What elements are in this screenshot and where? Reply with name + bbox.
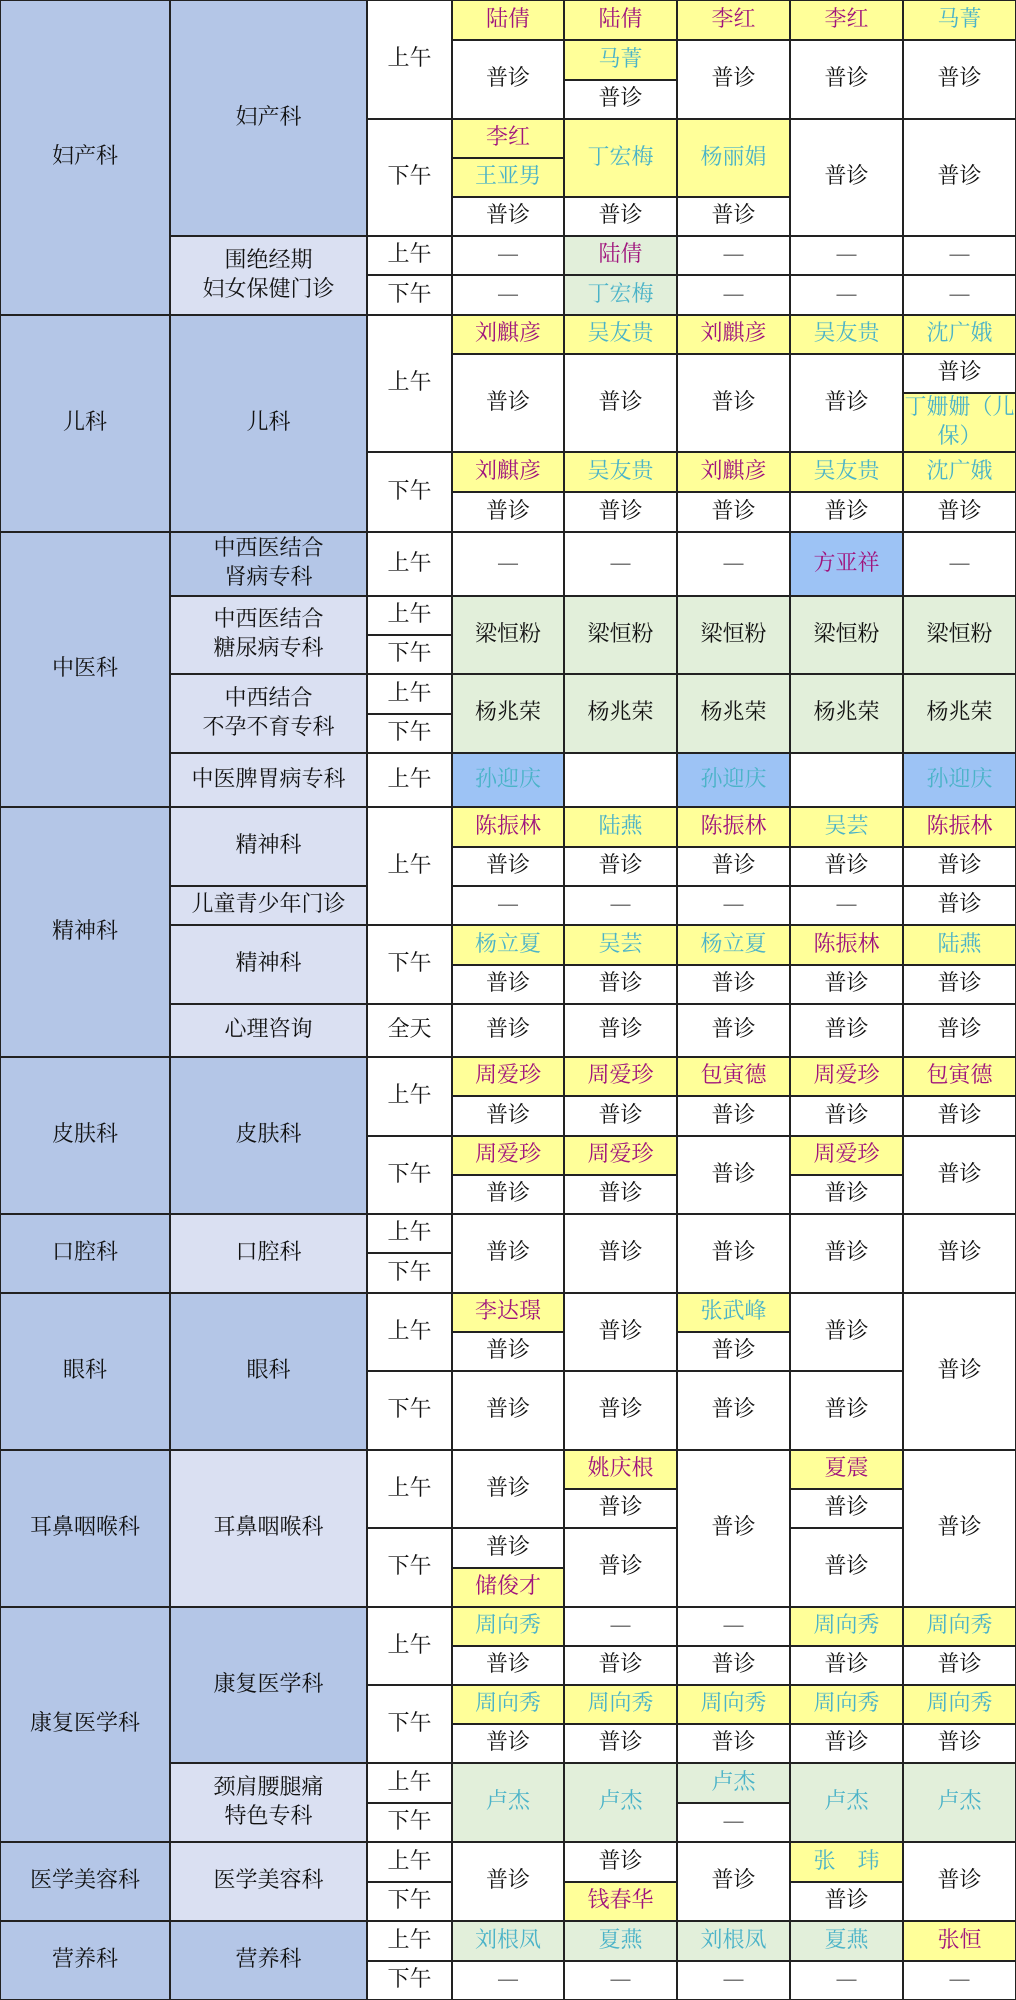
no-clinic-cell: — <box>790 236 903 275</box>
doctor-name-cell: 夏燕 <box>564 1921 677 1961</box>
subdepartment-name: 精神科 <box>170 807 367 886</box>
doctor-name-cell: 沈广娥 <box>903 315 1016 354</box>
doctor-name-cell: 吴芸 <box>564 925 677 965</box>
time-slot-label: 全天 <box>367 1004 452 1057</box>
doctor-name-cell: 夏燕 <box>790 1921 903 1961</box>
doctor-name-cell: 卢杰 <box>452 1763 564 1842</box>
doctor-name-cell: 陆燕 <box>903 925 1016 965</box>
doctor-name-cell: 姚庆根 <box>564 1450 677 1489</box>
doctor-name-cell: 陈振林 <box>677 807 790 847</box>
general-clinic-cell: 普诊 <box>790 1646 903 1685</box>
doctor-name-cell: 陈振林 <box>452 807 564 847</box>
doctor-name-cell: 周向秀 <box>790 1607 903 1646</box>
general-clinic-cell: 普诊 <box>903 1293 1016 1450</box>
general-clinic-cell: 普诊 <box>903 492 1016 532</box>
subdepartment-name: 康复医学科 <box>170 1607 367 1763</box>
doctor-name-cell: 张 玮 <box>790 1842 903 1882</box>
doctor-name-cell: 卢杰 <box>790 1763 903 1842</box>
general-clinic-cell: 普诊 <box>903 119 1016 236</box>
general-clinic-cell: 普诊 <box>903 886 1016 925</box>
general-clinic-cell: 普诊 <box>452 1371 564 1450</box>
general-clinic-cell: 普诊 <box>564 1096 677 1136</box>
department-name: 精神科 <box>0 807 170 1057</box>
department-name: 儿科 <box>0 315 170 532</box>
doctor-name-cell: 梁恒粉 <box>564 596 677 674</box>
department-name: 皮肤科 <box>0 1057 170 1214</box>
doctor-name-cell: 陆倩 <box>452 0 564 40</box>
general-clinic-cell: 普诊 <box>903 1096 1016 1136</box>
general-clinic-cell: 普诊 <box>790 1293 903 1371</box>
no-clinic-cell: — <box>677 1961 790 2000</box>
doctor-name-cell: 周爱珍 <box>452 1057 564 1096</box>
doctor-name-cell: 丁宏梅 <box>564 275 677 315</box>
doctor-name-cell: 周向秀 <box>452 1607 564 1646</box>
general-clinic-cell: 普诊 <box>790 965 903 1004</box>
doctor-name-cell: 周向秀 <box>903 1607 1016 1646</box>
subdepartment-name: 耳鼻咽喉科 <box>170 1450 367 1607</box>
general-clinic-cell: 普诊 <box>677 1004 790 1057</box>
doctor-name-cell: 丁宏梅 <box>564 119 677 197</box>
no-clinic-cell: — <box>452 532 564 596</box>
doctor-name-cell: 陈振林 <box>903 807 1016 847</box>
general-clinic-cell: 普诊 <box>677 1371 790 1450</box>
time-slot-label: 下午 <box>367 1528 452 1607</box>
doctor-name-cell: 刘根凤 <box>677 1921 790 1961</box>
general-clinic-cell: 普诊 <box>564 354 677 452</box>
doctor-name-cell: 孙迎庆 <box>452 753 564 807</box>
subdepartment-name: 围绝经期 妇女保健门诊 <box>170 236 367 315</box>
doctor-name-cell: 杨兆荣 <box>790 674 903 753</box>
department-name: 眼科 <box>0 1293 170 1450</box>
empty-cell <box>564 753 677 807</box>
department-name: 口腔科 <box>0 1214 170 1293</box>
department-name: 医学美容科 <box>0 1842 170 1921</box>
department-name: 妇产科 <box>0 0 170 315</box>
department-name: 营养科 <box>0 1921 170 2000</box>
general-clinic-cell: 普诊 <box>790 119 903 236</box>
general-clinic-cell: 普诊 <box>677 1214 790 1293</box>
doctor-name-cell: 吴友贵 <box>564 315 677 354</box>
subdepartment-name: 心理咨询 <box>170 1004 367 1057</box>
doctor-name-cell: 马菁 <box>903 0 1016 40</box>
general-clinic-cell: 普诊 <box>564 1293 677 1371</box>
no-clinic-cell: — <box>903 532 1016 596</box>
doctor-name-cell: 周爱珍 <box>790 1057 903 1096</box>
general-clinic-cell: 普诊 <box>677 1332 790 1371</box>
general-clinic-cell: 普诊 <box>903 1136 1016 1214</box>
subdepartment-name: 口腔科 <box>170 1214 367 1293</box>
general-clinic-cell: 普诊 <box>677 1842 790 1921</box>
doctor-name-cell: 卢杰 <box>564 1763 677 1842</box>
general-clinic-cell: 普诊 <box>903 1214 1016 1293</box>
general-clinic-cell: 普诊 <box>452 1175 564 1214</box>
doctor-name-cell: 周向秀 <box>790 1685 903 1724</box>
doctor-name-cell: 周爱珍 <box>564 1057 677 1096</box>
general-clinic-cell: 普诊 <box>564 1214 677 1293</box>
time-slot-label: 下午 <box>367 1253 452 1293</box>
doctor-name-cell: 杨兆荣 <box>452 674 564 753</box>
general-clinic-cell: 普诊 <box>903 1646 1016 1685</box>
no-clinic-cell: — <box>677 532 790 596</box>
doctor-name-cell: 储俊才 <box>452 1568 564 1607</box>
general-clinic-cell: 普诊 <box>677 1096 790 1136</box>
subdepartment-name: 妇产科 <box>170 0 367 236</box>
doctor-name-cell: 梁恒粉 <box>903 596 1016 674</box>
no-clinic-cell: — <box>452 275 564 315</box>
general-clinic-cell: 普诊 <box>790 847 903 886</box>
time-slot-label: 上午 <box>367 596 452 635</box>
no-clinic-cell: — <box>564 1961 677 2000</box>
general-clinic-cell: 普诊 <box>790 1175 903 1214</box>
doctor-name-cell: 王亚男 <box>452 158 564 197</box>
subdepartment-name: 儿科 <box>170 315 367 532</box>
doctor-name-cell: 周爱珍 <box>564 1136 677 1175</box>
general-clinic-cell: 普诊 <box>452 1332 564 1371</box>
doctor-name-cell: 陆倩 <box>564 0 677 40</box>
doctor-name-cell: 吴友贵 <box>790 315 903 354</box>
doctor-name-cell: 夏震 <box>790 1450 903 1489</box>
general-clinic-cell: 普诊 <box>790 1882 903 1921</box>
doctor-name-cell: 孙迎庆 <box>677 753 790 807</box>
empty-cell <box>790 753 903 807</box>
time-slot-label: 下午 <box>367 1803 452 1842</box>
time-slot-label: 下午 <box>367 1136 452 1214</box>
no-clinic-cell: — <box>903 275 1016 315</box>
general-clinic-cell: 普诊 <box>564 1528 677 1607</box>
doctor-name-cell: 包寅德 <box>677 1057 790 1096</box>
general-clinic-cell: 普诊 <box>452 1214 564 1293</box>
time-slot-label: 下午 <box>367 635 452 674</box>
general-clinic-cell: 普诊 <box>677 492 790 532</box>
doctor-name-cell: 杨立夏 <box>677 925 790 965</box>
time-slot-label: 上午 <box>367 236 452 275</box>
general-clinic-cell: 普诊 <box>452 492 564 532</box>
time-slot-label: 下午 <box>367 275 452 315</box>
subdepartment-name: 儿童青少年门诊 <box>170 886 367 925</box>
subdepartment-name: 眼科 <box>170 1293 367 1450</box>
doctor-name-cell: 周向秀 <box>677 1685 790 1724</box>
general-clinic-cell: 普诊 <box>452 1724 564 1763</box>
doctor-name-cell: 杨丽娟 <box>677 119 790 197</box>
doctor-name-cell: 刘麒彦 <box>677 452 790 492</box>
general-clinic-cell: 普诊 <box>564 965 677 1004</box>
time-slot-label: 上午 <box>367 1214 452 1253</box>
general-clinic-cell: 普诊 <box>452 1842 564 1921</box>
doctor-name-cell: 周爱珍 <box>452 1136 564 1175</box>
subdepartment-name: 中西医结合 肾病专科 <box>170 532 367 596</box>
general-clinic-cell: 普诊 <box>564 1724 677 1763</box>
no-clinic-cell: — <box>564 532 677 596</box>
no-clinic-cell: — <box>452 236 564 275</box>
general-clinic-cell: 普诊 <box>452 354 564 452</box>
time-slot-label: 上午 <box>367 1057 452 1136</box>
doctor-name-cell: 杨兆荣 <box>564 674 677 753</box>
doctor-name-cell: 周向秀 <box>564 1685 677 1724</box>
doctor-name-cell: 吴友贵 <box>564 452 677 492</box>
general-clinic-cell: 普诊 <box>564 1842 677 1882</box>
general-clinic-cell: 普诊 <box>564 1489 677 1528</box>
general-clinic-cell: 普诊 <box>564 1371 677 1450</box>
general-clinic-cell: 普诊 <box>790 1004 903 1057</box>
time-slot-label: 上午 <box>367 1607 452 1685</box>
doctor-name-cell: 梁恒粉 <box>790 596 903 674</box>
general-clinic-cell: 普诊 <box>790 1371 903 1450</box>
time-slot-label: 下午 <box>367 1371 452 1450</box>
time-slot-label: 下午 <box>367 925 452 1004</box>
general-clinic-cell: 普诊 <box>903 847 1016 886</box>
doctor-name-cell: 陆倩 <box>564 236 677 275</box>
no-clinic-cell: — <box>677 1607 790 1646</box>
doctor-name-cell: 孙迎庆 <box>903 753 1016 807</box>
no-clinic-cell: — <box>452 886 564 925</box>
doctor-name-cell: 张恒 <box>903 1921 1016 1961</box>
doctor-name-cell: 李红 <box>790 0 903 40</box>
general-clinic-cell: 普诊 <box>677 1724 790 1763</box>
time-slot-label: 下午 <box>367 714 452 753</box>
general-clinic-cell: 普诊 <box>790 1724 903 1763</box>
general-clinic-cell: 普诊 <box>564 1646 677 1685</box>
time-slot-label: 上午 <box>367 674 452 714</box>
doctor-name-cell: 马菁 <box>564 40 677 80</box>
general-clinic-cell: 普诊 <box>452 1528 564 1568</box>
doctor-name-cell: 梁恒粉 <box>677 596 790 674</box>
general-clinic-cell: 普诊 <box>677 1646 790 1685</box>
general-clinic-cell: 普诊 <box>903 965 1016 1004</box>
general-clinic-cell: 普诊 <box>790 1096 903 1136</box>
doctor-name-cell: 钱春华 <box>564 1882 677 1921</box>
general-clinic-cell: 普诊 <box>564 80 677 119</box>
subdepartment-name: 中医脾胃病专科 <box>170 753 367 807</box>
time-slot-label: 下午 <box>367 452 452 532</box>
general-clinic-cell: 普诊 <box>790 1214 903 1293</box>
general-clinic-cell: 普诊 <box>903 1842 1016 1921</box>
time-slot-label: 上午 <box>367 1842 452 1882</box>
doctor-name-cell: 张武峰 <box>677 1293 790 1332</box>
time-slot-label: 上午 <box>367 753 452 807</box>
time-slot-label: 上午 <box>367 1450 452 1528</box>
general-clinic-cell: 普诊 <box>452 197 564 236</box>
general-clinic-cell: 普诊 <box>452 847 564 886</box>
general-clinic-cell: 普诊 <box>677 1136 790 1214</box>
general-clinic-cell: 普诊 <box>452 40 564 119</box>
general-clinic-cell: 普诊 <box>452 1004 564 1057</box>
general-clinic-cell: 普诊 <box>790 354 903 452</box>
doctor-name-cell: 卢杰 <box>903 1763 1016 1842</box>
general-clinic-cell: 普诊 <box>564 1004 677 1057</box>
general-clinic-cell: 普诊 <box>677 847 790 886</box>
general-clinic-cell: 普诊 <box>452 1450 564 1528</box>
doctor-name-cell: 丁姗姗（儿保） <box>903 393 1016 452</box>
general-clinic-cell: 普诊 <box>903 1004 1016 1057</box>
general-clinic-cell: 普诊 <box>677 965 790 1004</box>
doctor-name-cell: 李红 <box>677 0 790 40</box>
subdepartment-name: 医学美容科 <box>170 1842 367 1921</box>
general-clinic-cell: 普诊 <box>564 197 677 236</box>
doctor-name-cell: 李红 <box>452 119 564 158</box>
doctor-name-cell: 李达璟 <box>452 1293 564 1332</box>
general-clinic-cell: 普诊 <box>790 40 903 119</box>
subdepartment-name: 颈肩腰腿痛 特色专科 <box>170 1763 367 1842</box>
time-slot-label: 下午 <box>367 1961 452 2000</box>
doctor-name-cell: 刘根凤 <box>452 1921 564 1961</box>
time-slot-label: 上午 <box>367 1921 452 1961</box>
time-slot-label: 上午 <box>367 1293 452 1371</box>
no-clinic-cell: — <box>677 236 790 275</box>
doctor-name-cell: 刘麒彦 <box>452 315 564 354</box>
doctor-name-cell: 包寅德 <box>903 1057 1016 1096</box>
no-clinic-cell: — <box>564 886 677 925</box>
doctor-name-cell: 沈广娥 <box>903 452 1016 492</box>
doctor-name-cell: 杨兆荣 <box>903 674 1016 753</box>
subdepartment-name: 中西结合 不孕不育专科 <box>170 674 367 753</box>
department-name: 中医科 <box>0 532 170 807</box>
general-clinic-cell: 普诊 <box>903 40 1016 119</box>
doctor-name-cell: 周爱珍 <box>790 1136 903 1175</box>
no-clinic-cell: — <box>790 1961 903 2000</box>
time-slot-label: 上午 <box>367 0 452 119</box>
doctor-name-cell: 梁恒粉 <box>452 596 564 674</box>
general-clinic-cell: 普诊 <box>677 354 790 452</box>
general-clinic-cell: 普诊 <box>677 197 790 236</box>
time-slot-label: 上午 <box>367 315 452 452</box>
doctor-name-cell: 周向秀 <box>903 1685 1016 1724</box>
doctor-name-cell: 刘麒彦 <box>677 315 790 354</box>
subdepartment-name: 精神科 <box>170 925 367 1004</box>
general-clinic-cell: 普诊 <box>790 1528 903 1607</box>
subdepartment-name: 皮肤科 <box>170 1057 367 1214</box>
doctor-name-cell: 卢杰 <box>677 1763 790 1803</box>
time-slot-label: 下午 <box>367 1882 452 1921</box>
general-clinic-cell: 普诊 <box>564 1175 677 1214</box>
department-name: 康复医学科 <box>0 1607 170 1842</box>
general-clinic-cell: 普诊 <box>452 965 564 1004</box>
time-slot-label: 下午 <box>367 1685 452 1763</box>
doctor-name-cell: 杨兆荣 <box>677 674 790 753</box>
general-clinic-cell: 普诊 <box>564 492 677 532</box>
time-slot-label: 上午 <box>367 532 452 596</box>
general-clinic-cell: 普诊 <box>677 40 790 119</box>
department-name: 耳鼻咽喉科 <box>0 1450 170 1607</box>
doctor-name-cell: 杨立夏 <box>452 925 564 965</box>
no-clinic-cell: — <box>677 275 790 315</box>
subdepartment-name: 营养科 <box>170 1921 367 2000</box>
no-clinic-cell: — <box>903 1961 1016 2000</box>
general-clinic-cell: 普诊 <box>903 354 1016 393</box>
general-clinic-cell: 普诊 <box>903 1450 1016 1607</box>
general-clinic-cell: 普诊 <box>677 1450 790 1607</box>
general-clinic-cell: 普诊 <box>790 1489 903 1528</box>
general-clinic-cell: 普诊 <box>790 492 903 532</box>
doctor-name-cell: 刘麒彦 <box>452 452 564 492</box>
time-slot-label: 上午 <box>367 1763 452 1803</box>
general-clinic-cell: 普诊 <box>452 1646 564 1685</box>
no-clinic-cell: — <box>790 275 903 315</box>
time-slot-label: 上午 <box>367 807 452 925</box>
doctor-name-cell: 吴芸 <box>790 807 903 847</box>
doctor-name-cell: 方亚祥 <box>790 532 903 596</box>
doctor-name-cell: 陈振林 <box>790 925 903 965</box>
no-clinic-cell: — <box>564 1607 677 1646</box>
doctor-name-cell: 周向秀 <box>452 1685 564 1724</box>
general-clinic-cell: 普诊 <box>564 847 677 886</box>
no-clinic-cell: — <box>677 1803 790 1842</box>
general-clinic-cell: 普诊 <box>903 1724 1016 1763</box>
no-clinic-cell: — <box>790 886 903 925</box>
general-clinic-cell: 普诊 <box>452 1096 564 1136</box>
no-clinic-cell: — <box>452 1961 564 2000</box>
no-clinic-cell: — <box>677 886 790 925</box>
subdepartment-name: 中西医结合 糖尿病专科 <box>170 596 367 674</box>
doctor-name-cell: 陆燕 <box>564 807 677 847</box>
time-slot-label: 下午 <box>367 119 452 236</box>
doctor-name-cell: 吴友贵 <box>790 452 903 492</box>
no-clinic-cell: — <box>903 236 1016 275</box>
